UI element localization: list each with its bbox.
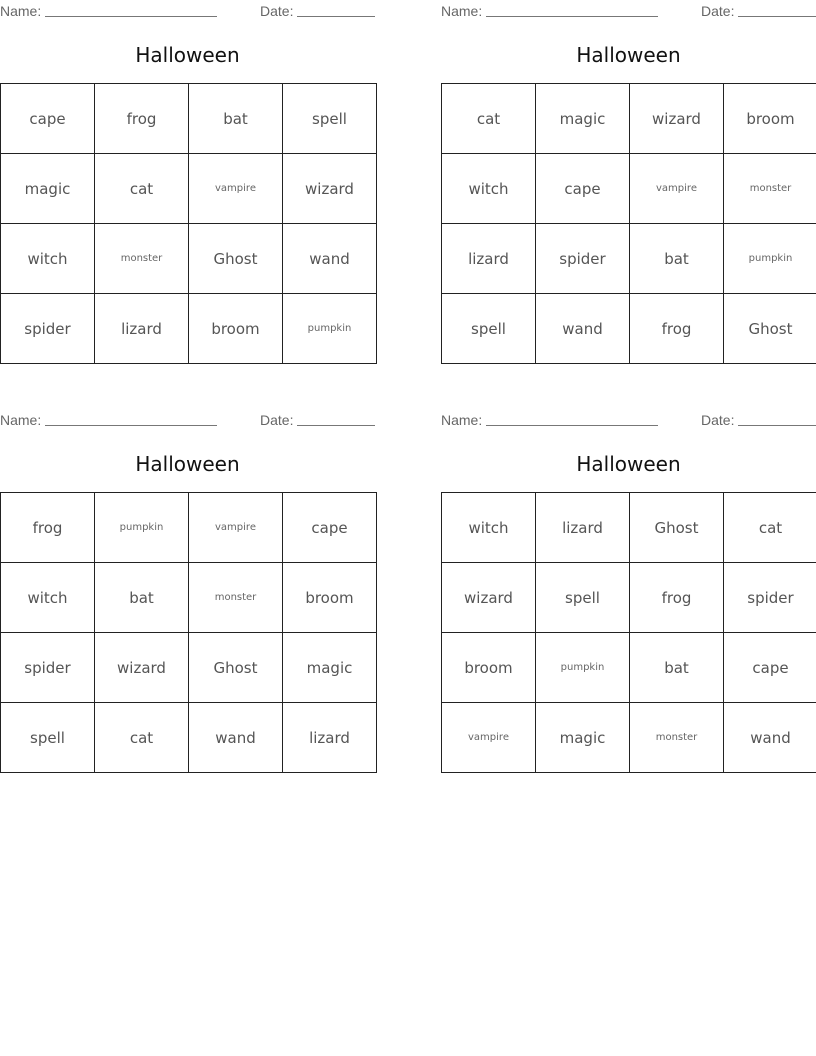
grid-cell: cape [283,493,377,563]
date-blank-line [738,412,816,426]
grid-cell: frog [630,294,724,364]
grid-cell: vampire [189,493,283,563]
card-title: Halloween [135,43,240,67]
grid-row [1,84,377,154]
grid-cell: broom [724,84,816,154]
grid-row [442,493,816,563]
grid-row [1,703,377,773]
grid-cell: cat [442,84,536,154]
grid-cell: lizard [283,703,377,773]
grid-row [1,563,377,633]
grid-cell: frog [1,493,95,563]
name-blank-line [45,412,217,426]
grid-cell: broom [442,633,536,703]
grid-cell: spider [536,224,630,294]
bingo-card-4 [441,409,816,774]
grid-row [1,633,377,703]
grid-cell: spell [536,563,630,633]
grid-row [1,154,377,224]
grid-cell: Ghost [724,294,816,364]
grid-row [1,294,377,364]
card-title: Halloween [576,452,681,476]
name-blank-line [486,3,658,17]
name-label: Name: [441,412,483,428]
name-label: Name: [0,412,42,428]
grid-cell: monster [724,154,816,224]
grid-cell: Ghost [630,493,724,563]
grid-cell: spell [283,84,377,154]
grid-cell: spider [1,633,95,703]
grid-cell: pumpkin [536,633,630,703]
name-blank-line [486,412,658,426]
grid-cell: spell [1,703,95,773]
bingo-grid [441,492,816,773]
card-title: Halloween [576,43,681,67]
grid-cell: vampire [442,703,536,773]
grid-row [1,224,377,294]
grid-cell: magic [536,84,630,154]
grid-cell: spider [724,563,816,633]
grid-cell: magic [536,703,630,773]
grid-cell: witch [442,493,536,563]
date-blank-line [297,3,375,17]
grid-cell: cat [95,154,189,224]
grid-cell: vampire [189,154,283,224]
bingo-grid [0,492,377,773]
grid-row [442,294,816,364]
grid-cell: bat [189,84,283,154]
grid-cell: cat [724,493,816,563]
grid-cell: bat [630,633,724,703]
grid-row [1,493,377,563]
grid-cell: witch [442,154,536,224]
grid-cell: pumpkin [95,493,189,563]
grid-cell: magic [283,633,377,703]
grid-cell: broom [283,563,377,633]
grid-cell: monster [95,224,189,294]
grid-cell: spider [1,294,95,364]
grid-cell: monster [189,563,283,633]
grid-cell: monster [630,703,724,773]
name-date-header [0,3,375,19]
grid-cell: magic [1,154,95,224]
grid-cell: wizard [95,633,189,703]
grid-cell: lizard [536,493,630,563]
grid-cell: vampire [630,154,724,224]
name-date-header [0,412,375,428]
grid-cell: cape [1,84,95,154]
grid-cell: lizard [95,294,189,364]
grid-cell: wizard [630,84,724,154]
date-label: Date: [260,412,294,428]
grid-cell: cat [95,703,189,773]
grid-cell: wizard [283,154,377,224]
grid-cell: broom [189,294,283,364]
grid-cell: frog [630,563,724,633]
grid-cell: witch [1,224,95,294]
grid-cell: spell [442,294,536,364]
grid-cell: cape [536,154,630,224]
name-label: Name: [0,3,42,19]
grid-cell: cape [724,633,816,703]
grid-cell: wizard [442,563,536,633]
grid-row [442,84,816,154]
name-label: Name: [441,3,483,19]
grid-cell: bat [95,563,189,633]
date-label: Date: [701,412,735,428]
name-date-header [441,3,816,19]
bingo-card-3 [0,409,375,774]
grid-row [442,633,816,703]
grid-cell: wand [536,294,630,364]
grid-row [442,224,816,294]
card-title: Halloween [135,452,240,476]
grid-cell: wand [189,703,283,773]
grid-row [442,703,816,773]
grid-row [442,563,816,633]
grid-row [442,154,816,224]
bingo-grid [441,83,816,364]
grid-cell: witch [1,563,95,633]
grid-cell: frog [95,84,189,154]
date-blank-line [297,412,375,426]
date-blank-line [738,3,816,17]
grid-cell: bat [630,224,724,294]
grid-cell: wand [283,224,377,294]
grid-cell: Ghost [189,224,283,294]
date-label: Date: [260,3,294,19]
grid-cell: pumpkin [283,294,377,364]
grid-cell: Ghost [189,633,283,703]
bingo-card-2 [441,0,816,365]
bingo-card-1 [0,0,375,365]
grid-cell: lizard [442,224,536,294]
bingo-grid [0,83,377,364]
name-date-header [441,412,816,428]
grid-cell: wand [724,703,816,773]
date-label: Date: [701,3,735,19]
name-blank-line [45,3,217,17]
grid-cell: pumpkin [724,224,816,294]
